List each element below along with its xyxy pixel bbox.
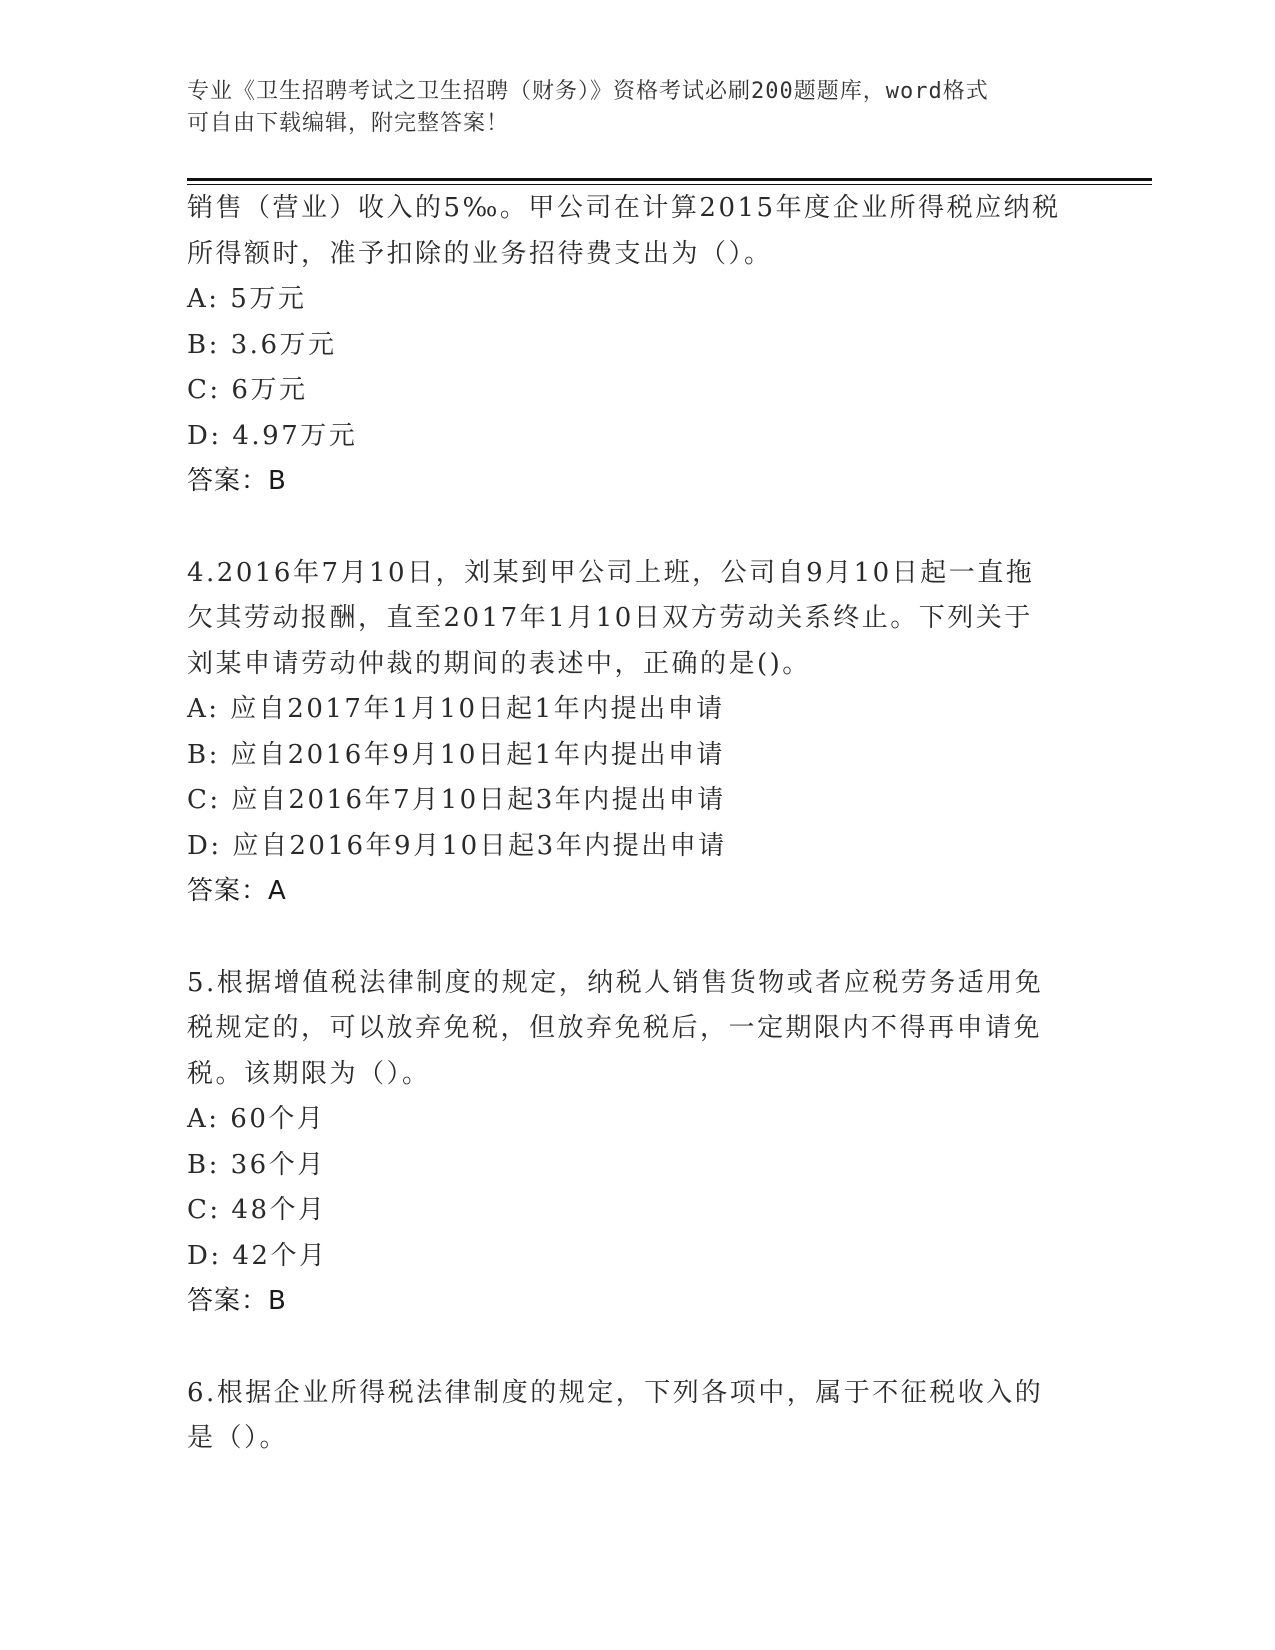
answer-label: 答案：B bbox=[187, 1286, 287, 1316]
answer-label: 答案：A bbox=[187, 876, 287, 906]
header-title-line-2: 可自由下载编辑，附完整答案！ bbox=[187, 111, 510, 136]
question-text-line: 6.根据企业所得税法律制度的规定，下列各项中，属于不征税收入的 bbox=[187, 1377, 1044, 1408]
option-b: B: 应自2016年9月10日起1年内提出申请 bbox=[187, 739, 725, 770]
header-title-line-1: 专业《卫生招聘考试之卫生招聘（财务）》资格考试必刷200题题库，word格式 bbox=[187, 79, 989, 104]
question-3-continued bbox=[187, 186, 1087, 505]
option-a: A: 应自2017年1月10日起1年内提出申请 bbox=[187, 694, 725, 724]
option-d: D: 4.97万元 bbox=[187, 420, 358, 451]
option-d: D: 42个月 bbox=[187, 1240, 328, 1271]
question-text-line: 是（）。 bbox=[187, 1423, 289, 1453]
option-b: B: 36个月 bbox=[187, 1149, 326, 1180]
option-c: C: 6万元 bbox=[187, 375, 308, 405]
header-divider-thick bbox=[187, 178, 1152, 181]
header-divider-thin bbox=[187, 184, 1152, 185]
question-text-line: 税规定的，可以放弃免税，但放弃免税后，一定期限内不得再申请免 bbox=[187, 1013, 1043, 1043]
document-header bbox=[187, 76, 1087, 140]
question-text-line: 销售（营业）收入的5‰。甲公司在计算2015年度企业所得税应纳税 bbox=[187, 193, 1061, 223]
question-text-line: 欠其劳动报酬，直至2017年1月10日双方劳动关系终止。下列关于 bbox=[187, 603, 1033, 633]
question-text-line: 刘某申请劳动仲裁的期间的表述中，正确的是()。 bbox=[187, 648, 811, 679]
option-d: D: 应自2016年9月10日起3年内提出申请 bbox=[187, 830, 727, 861]
question-4 bbox=[187, 551, 1087, 915]
spacer bbox=[187, 1325, 1087, 1371]
question-text-line: 4.2016年7月10日，刘某到甲公司上班，公司自9月10日起一直拖 bbox=[187, 557, 1035, 588]
spacer bbox=[187, 915, 1087, 961]
question-text-line: 所得额时，准予扣除的业务招待费支出为（）。 bbox=[187, 238, 773, 269]
option-c: C: 48个月 bbox=[187, 1195, 327, 1225]
option-b: B: 3.6万元 bbox=[187, 329, 337, 360]
spacer bbox=[187, 505, 1087, 551]
document-body bbox=[187, 186, 1087, 1462]
option-a: A: 5万元 bbox=[187, 284, 307, 314]
option-c: C: 应自2016年7月10日起3年内提出申请 bbox=[187, 785, 726, 815]
question-text-line: 5.根据增值税法律制度的规定，纳税人销售货物或者应税劳务适用免 bbox=[187, 967, 1044, 998]
answer-label: 答案：B bbox=[187, 466, 287, 496]
question-5 bbox=[187, 961, 1087, 1325]
question-text-line: 税。该期限为（）。 bbox=[187, 1058, 431, 1089]
question-6 bbox=[187, 1371, 1087, 1462]
option-a: A: 60个月 bbox=[187, 1104, 326, 1134]
